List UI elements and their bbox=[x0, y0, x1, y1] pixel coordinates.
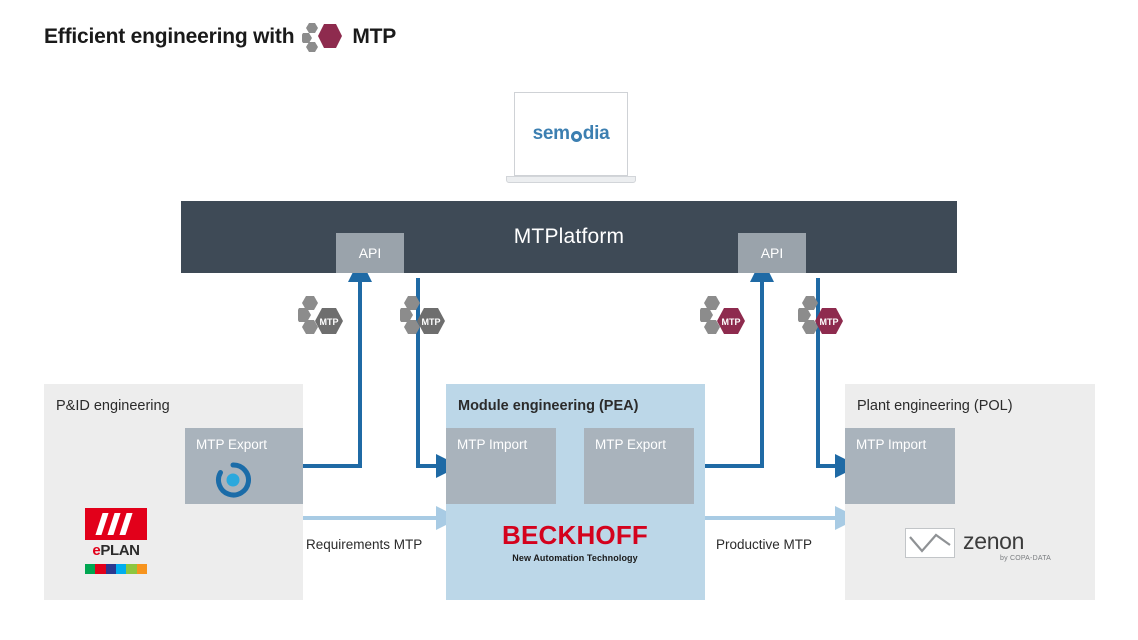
eplan-word-rest: PLAN bbox=[100, 542, 140, 559]
semodia-logo bbox=[533, 123, 610, 145]
panel-pid-title: P&ID engineering bbox=[56, 398, 170, 414]
eplan-word-e: e bbox=[92, 542, 101, 559]
laptop-base bbox=[506, 176, 636, 183]
mtplatform-bar bbox=[181, 201, 957, 273]
beckhoff-logo bbox=[497, 520, 653, 563]
mtplatform-label: MTPlatform bbox=[513, 225, 625, 248]
panel-module-title: Module engineering (PEA) bbox=[458, 398, 639, 414]
module-mtp-export-box[interactable] bbox=[584, 428, 694, 504]
api-box-left[interactable]: API bbox=[336, 233, 404, 273]
mtp-hexagon-logo-icon bbox=[302, 22, 344, 52]
page-title-mtp-label: MTP bbox=[352, 25, 397, 48]
mtp-badge-maroon-right-icon bbox=[798, 296, 850, 340]
plant-mtp-import-label: MTP Import bbox=[856, 437, 927, 452]
eplan-slashes-icon bbox=[85, 508, 147, 540]
zenon-mark-icon bbox=[905, 528, 955, 558]
panel-plant-title: Plant engineering (POL) bbox=[857, 398, 1013, 414]
svg-text:MTP: MTP bbox=[319, 317, 339, 327]
mtp-badge-grey-left-icon bbox=[298, 296, 350, 340]
eplan-logo bbox=[85, 508, 147, 580]
api-box-right[interactable]: API bbox=[738, 233, 806, 273]
laptop-icon bbox=[506, 92, 636, 190]
flow-label-requirements-mtp: Requirements MTP bbox=[306, 537, 423, 552]
svg-text:MTP: MTP bbox=[819, 317, 839, 327]
semodia-logo-prefix: sem bbox=[532, 123, 570, 144]
zenon-wordmark: zenon bbox=[963, 528, 1025, 554]
mtp-badge-maroon-left-icon bbox=[700, 296, 752, 340]
page-title-text: Efficient engineering with bbox=[44, 25, 295, 48]
svg-text:MTP: MTP bbox=[421, 317, 441, 327]
beckhoff-tagline: New Automation Technology bbox=[512, 553, 638, 563]
module-mtp-import-box[interactable] bbox=[446, 428, 556, 504]
laptop-screen-content bbox=[520, 98, 622, 170]
mtp-badge-grey-right-icon bbox=[400, 296, 452, 340]
zenon-logo bbox=[905, 524, 1055, 570]
semodia-logo-suffix: dia bbox=[582, 123, 610, 144]
semodia-dot-icon bbox=[571, 131, 582, 142]
page-title bbox=[44, 22, 396, 52]
eplan-color-bars bbox=[85, 564, 147, 574]
plant-mtp-import-box[interactable] bbox=[845, 428, 955, 504]
svg-text:MTP: MTP bbox=[721, 317, 741, 327]
beckhoff-wordmark: BECKHOFF bbox=[501, 520, 649, 550]
circular-arrow-icon bbox=[215, 462, 251, 498]
eplan-wordmark bbox=[85, 542, 147, 559]
flow-label-productive-mtp: Productive MTP bbox=[716, 537, 813, 552]
module-mtp-import-label: MTP Import bbox=[457, 437, 528, 452]
pid-mtp-export-label: MTP Export bbox=[196, 437, 268, 452]
module-mtp-export-label: MTP Export bbox=[595, 437, 667, 452]
laptop-screen bbox=[514, 92, 628, 176]
zenon-subtitle: by COPA-DATA bbox=[1000, 555, 1052, 562]
